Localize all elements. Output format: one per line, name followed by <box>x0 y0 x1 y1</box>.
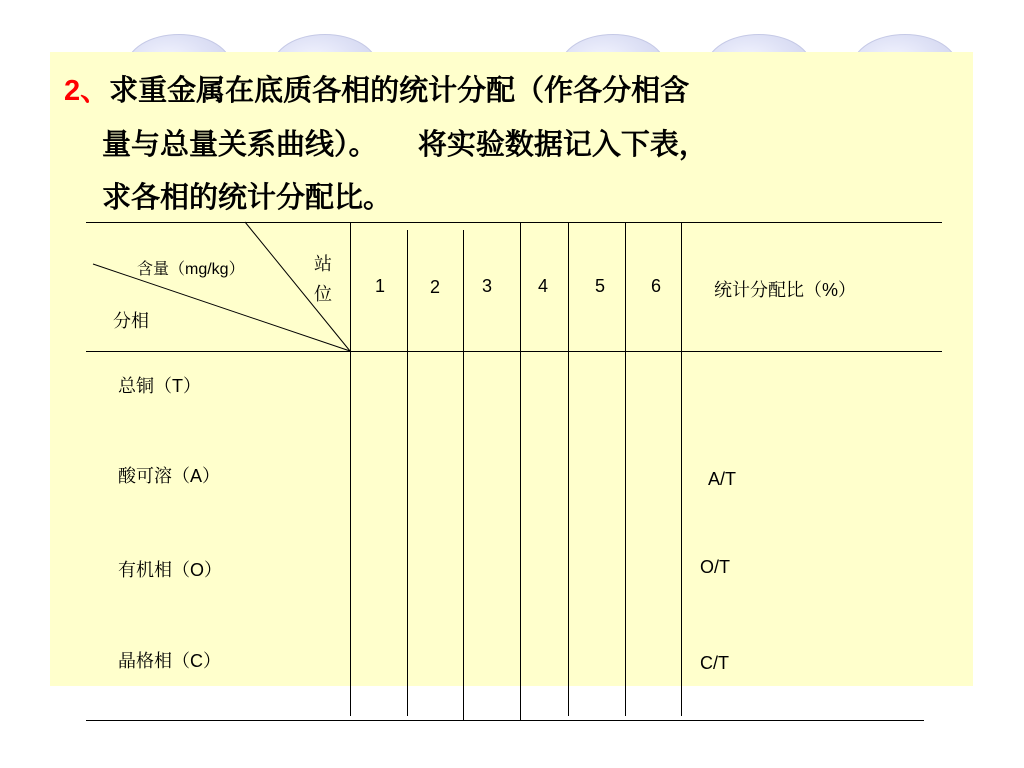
header-phase-label: 分相 <box>113 311 149 331</box>
row-phase-label: 晶格相（C） <box>118 651 221 671</box>
row-phase-label: 总铜（T） <box>118 376 201 396</box>
header-station-1: 1 <box>375 276 386 296</box>
row-phase-label: 酸可溶（A） <box>118 466 221 486</box>
header-station-3: 3 <box>482 276 493 296</box>
heading-line-3: 求各相的统计分配比。 <box>102 180 393 214</box>
header-station-label-1: 站 <box>314 254 332 274</box>
header-content-label: 含量（mg/kg） <box>137 261 245 278</box>
row-ratio-label: C/T <box>700 653 729 673</box>
header-station-2: 2 <box>430 277 441 297</box>
heading-number: 2、 <box>64 75 110 107</box>
header-station-4: 4 <box>538 276 549 296</box>
heading-line-2: 量与总量关系曲线）。 将实验数据记入下表， <box>102 127 708 161</box>
header-station-label-2: 位 <box>314 284 332 304</box>
heading-line-1: 求重金属在底质各相的统计分配（作各分相含 <box>109 73 690 107</box>
row-phase-label: 有机相（O） <box>118 560 223 580</box>
row-ratio-label: A/T <box>708 469 737 489</box>
row-ratio-label: O/T <box>700 557 730 577</box>
header-station-6: 6 <box>651 276 662 296</box>
header-station-5: 5 <box>595 276 606 296</box>
header-ratio-label: 统计分配比（%） <box>714 280 857 300</box>
